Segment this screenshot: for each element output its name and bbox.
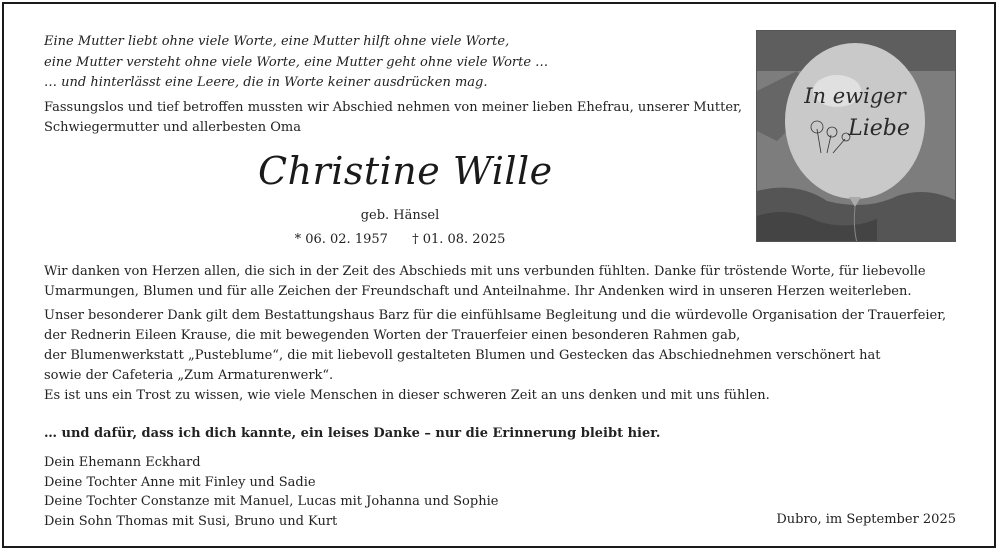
paragraph-line: sowie der Cafeteria „Zum Armaturenwerk“. <box>44 368 334 383</box>
balloon-photo <box>756 30 956 242</box>
poem <box>44 32 548 94</box>
death-date: † 01. 08. 2025 <box>412 232 506 247</box>
special-thanks-paragraph <box>44 306 946 386</box>
balloon-text-line2: Liebe <box>848 116 910 141</box>
poem-line: … und hinterlässt eine Leere, die in Worte keiner ausdrücken mag. <box>44 75 488 90</box>
paragraph-line: Wir danken von Herzen allen, die sich in der Zeit des Abschieds mit uns verbunden fühlten. Danke für tröstende Worte, für liebevolle <box>44 264 926 279</box>
family-member: Deine Tochter Constanze mit Manuel, Lucas mit Johanna und Sophie <box>44 494 499 509</box>
thanks-paragraph <box>44 262 926 302</box>
birth-date: * 06. 02. 1957 <box>294 232 388 247</box>
balloon-image <box>757 31 956 242</box>
paragraph-line: Umarmungen, Blumen und für alle Zeichen der Freundschaft und Anteilnahme. Ihr Andenken wird in unseren Herzen weiterleben. <box>44 284 912 299</box>
paragraph-line: der Rednerin Eileen Krause, die mit bewegenden Worten der Trauerfeier einen besonderen Rahmen gab, <box>44 328 741 343</box>
closing-line: … und dafür, dass ich dich kannte, ein leises Danke – nur die Erinnerung bleibt hier. <box>44 426 661 441</box>
deceased-name: Christine Wille <box>258 149 553 193</box>
family-member: Deine Tochter Anne mit Finley und Sadie <box>44 474 316 490</box>
intro-text <box>44 98 742 138</box>
comfort-paragraph: Es ist uns ein Trost zu wissen, wie viele Menschen in dieser schweren Zeit an uns denken und mit uns fühlen. <box>44 388 770 403</box>
family-member: Dein Sohn Thomas mit Susi, Bruno und Kurt <box>44 513 338 529</box>
paragraph-line: der Blumenwerkstatt „Pusteblume“, die mit liebevoll gestalteten Blumen und Gestecken das Abschiednehmen verschönert hat <box>44 348 881 363</box>
poem-line: eine Mutter versteht ohne viele Worte, eine Mutter geht ohne viele Worte … <box>44 54 549 70</box>
intro-line: Schwiegermutter und allerbesten Oma <box>44 120 301 135</box>
paragraph-line: Unser besonderer Dank gilt dem Bestattungshaus Barz für die einfühlsame Begleitung und die würdevolle Organisation der Trauerfeier, <box>44 308 947 323</box>
poem-line: Eine Mutter liebt ohne viele Worte, eine Mutter hilft ohne viele Worte, <box>44 34 510 49</box>
place-date: Dubro, im September 2025 <box>776 512 956 527</box>
intro-line: Fassungslos und tief betroffen mussten wir Abschied nehmen von meiner lieben Ehefrau, unserer Mutter, <box>44 100 742 115</box>
life-dates <box>280 230 520 250</box>
family-member: Dein Ehemann Eckhard <box>44 455 201 470</box>
balloon-text-line1: In ewiger <box>804 84 906 108</box>
family-list <box>44 453 498 531</box>
birth-name: geb. Hänsel <box>360 208 440 223</box>
